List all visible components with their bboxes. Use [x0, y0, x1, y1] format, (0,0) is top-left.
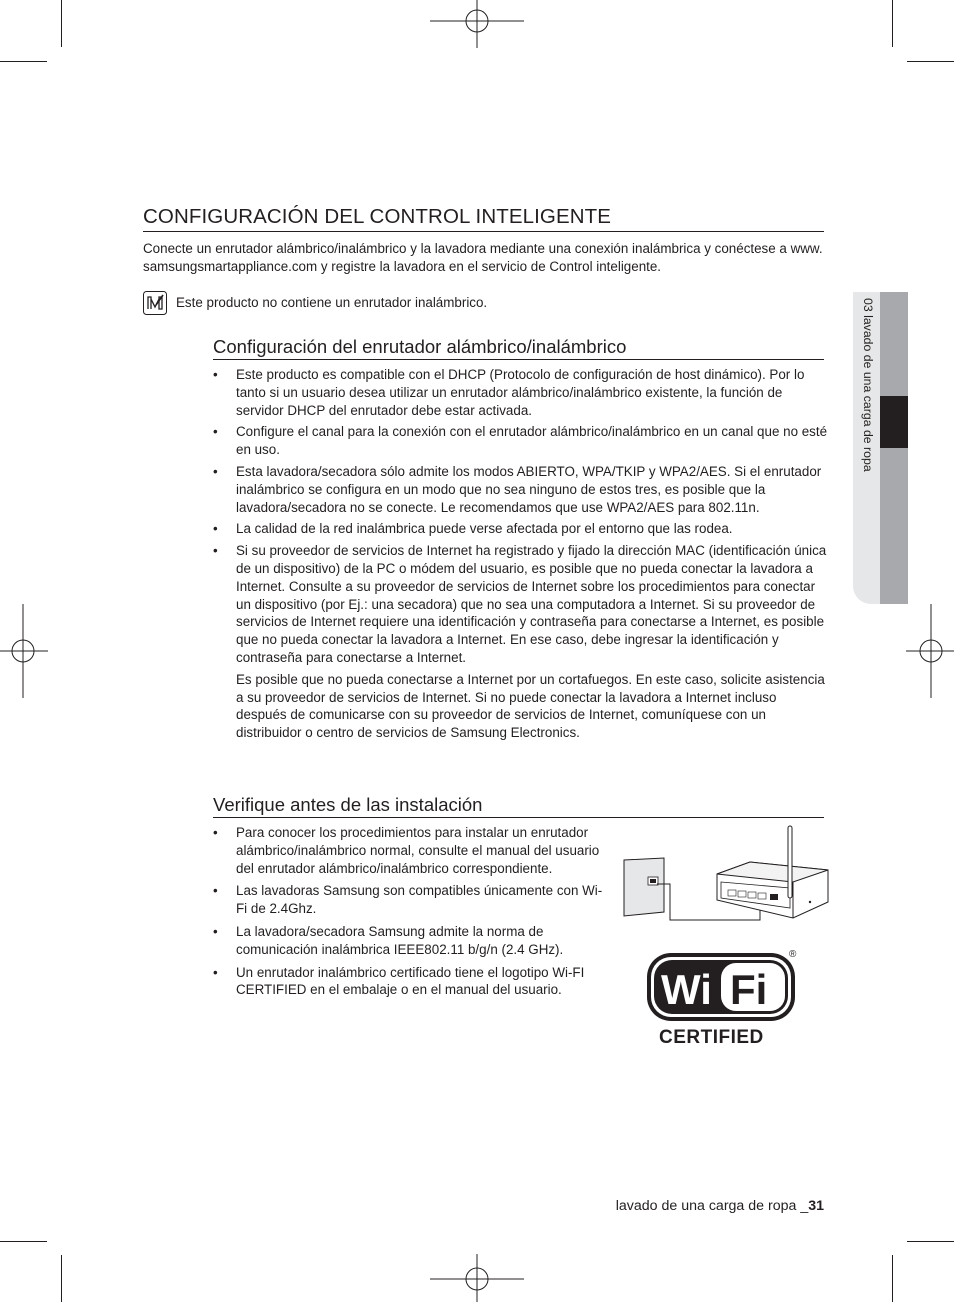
crop-mark-top-left-v: [61, 0, 62, 47]
list-item: • La lavadora/secadora Samsung admite la norma de comunicación inalámbrica IEEE802.11 b/g/n (2.4 GHz).: [213, 923, 608, 959]
chapter-tab-strip-top: [880, 292, 908, 396]
footer-text: lavado de una carga de ropa _: [615, 1198, 809, 1214]
crop-mark-bottom-right-h: [907, 1241, 954, 1242]
router-config-list: [213, 366, 828, 742]
section-title-verify: Verifique antes de las instalación: [213, 793, 824, 818]
chapter-tab-strip-active: [880, 396, 908, 448]
list-item: • Esta lavadora/secadora sólo admite los modos ABIERTO, WPA/TKIP y WPA2/AES. Si el enrutador inalámbrico se configura en un modo que no sea ninguno de estos tres, es posible que la lavadora/secadora no se conecte. Le recomendamos que use WPA2/AES para 802.11n.: [213, 463, 828, 516]
wifi-certified-logo: [645, 947, 803, 1049]
page-title: CONFIGURACIÓN DEL CONTROL INTELIGENTE: [143, 205, 824, 232]
list-item-continuation: Es posible que no pueda conectarse a Internet por un cortafuegos. En este caso, solicite asistencia a su proveedor de servicios de Internet. Si no puede conectar la lavadora a Internet incluso después de comunicarse con su proveedor de servicios de Internet, comuníquese con un distribuidor o centro de servicios de Samsung Electronics.: [236, 671, 825, 741]
section-title-router-config: Configuración del enrutador alámbrico/inalámbrico: [213, 335, 824, 360]
verify-list: [213, 824, 608, 999]
registered-mark: ®: [789, 949, 797, 960]
wifi-logo-fi: Fi: [730, 966, 768, 1013]
crop-mark-top-right-v: [892, 0, 893, 47]
list-item: • Si su proveedor de servicios de Internet ha registrado y fijado la dirección MAC (identificación única de un dispositivo) de la PC o módem del usuario, es posible que no pueda conectar la lavadora a Internet. Consulte a su proveedor de servicios de Internet sobre los procedimientos para conectar un dispositivo (por Ej.: una secadora) que no sea una computadora a Internet. Si su proveedor de servicios de Internet requiere una identificación y contraseña para conectarse a Internet, es posible que no pueda conectar la lavadora a Internet. En ese caso, debe ingresar la identificación y contraseña para conectarse a Internet. Es posible que no pueda conectarse a Internet por un cortafuegos. En este caso, solicite asistencia a su proveedor de servicios de Internet. Si no puede conectar la lavadora a Internet incluso después de comunicarse con su proveedor de servicios de Internet, comuníquese con un distribuidor o centro de servicios de Samsung Electronics.: [213, 542, 828, 742]
note-text: Este producto no contiene un enrutador inalámbrico.: [176, 295, 488, 310]
list-item: • Un enrutador inalámbrico certificado tiene el logotipo Wi-FI CERTIFIED en el embalaje o en el manual del usuario.: [213, 964, 608, 1000]
list-item: • Las lavadoras Samsung son compatibles únicamente con Wi-Fi de 2.4Ghz.: [213, 882, 608, 918]
wifi-logo-wi: Wi: [661, 966, 712, 1013]
list-item: • Configure el canal para la conexión con el enrutador alámbrico/inalámbrico en un canal que no esté en uso.: [213, 423, 828, 459]
crop-mark-bottom-left-h: [0, 1241, 47, 1242]
note-icon: [143, 291, 167, 315]
list-item: • Para conocer los procedimientos para instalar un enrutador alámbrico/inalámbrico normal, consulte el manual del usuario del enrutador alámbrico/inalámbrico correspondiente.: [213, 824, 608, 877]
registration-mark-right: [906, 604, 954, 698]
crop-mark-top-left-h: [0, 61, 47, 62]
list-item: • Este producto es compatible con el DHCP (Protocolo de configuración de host dinámico). Por lo tanto si un usuario desea utilizar un enrutador alámbrico/inalámbrico existente, la función de servidor DHCP del enrutador debe estar activada.: [213, 366, 828, 419]
chapter-tab-strip-bottom: [880, 448, 908, 604]
crop-mark-bottom-left-v: [61, 1255, 62, 1302]
list-item: • La calidad de la red inalámbrica puede verse afectada por el entorno que las rodea.: [213, 520, 828, 538]
intro-paragraph: Conecte un enrutador alámbrico/inalámbrico y la lavadora mediante una conexión inalámbrica y conéctese a www. samsungsmartappliance.com y registre la lavadora en el servicio de Control inteligente.: [143, 241, 823, 274]
crop-mark-bottom-right-v: [892, 1255, 893, 1302]
registration-mark-left: [0, 604, 48, 698]
registration-mark-top: [430, 0, 524, 48]
router-icon: [620, 822, 840, 922]
registration-mark-bottom: [430, 1254, 524, 1302]
page-number: 31: [808, 1198, 824, 1214]
crop-mark-top-right-h: [907, 61, 954, 62]
wifi-logo-certified: CERTIFIED: [659, 1027, 764, 1048]
chapter-tab-label: 03 lavado de una carga de ropa: [861, 298, 875, 472]
page-footer: [616, 1197, 824, 1215]
